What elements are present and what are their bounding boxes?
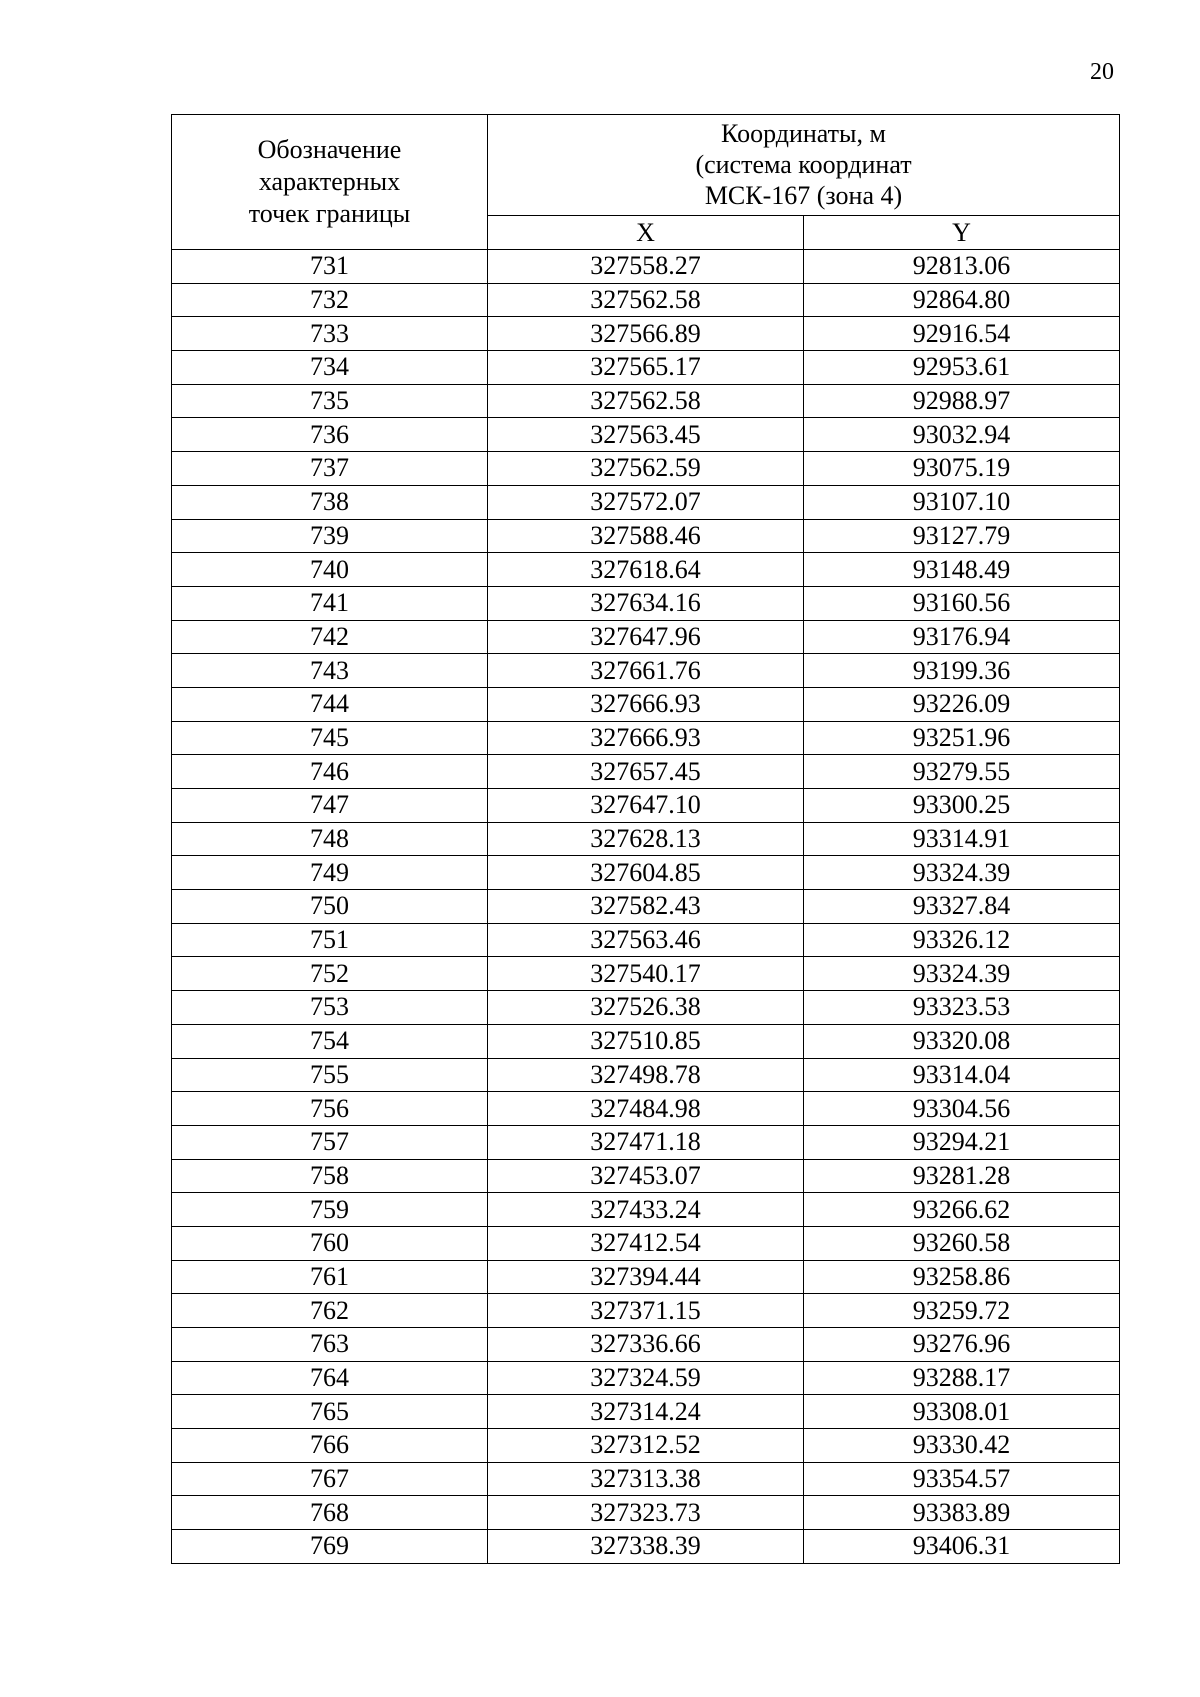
x-cell: 327558.27 bbox=[488, 250, 804, 284]
point-cell: 762 bbox=[172, 1294, 488, 1328]
point-cell: 734 bbox=[172, 351, 488, 385]
point-cell: 737 bbox=[172, 452, 488, 486]
y-cell: 93294.21 bbox=[804, 1125, 1120, 1159]
table-row bbox=[172, 553, 1120, 587]
point-cell: 752 bbox=[172, 957, 488, 991]
table-row bbox=[172, 418, 1120, 452]
x-cell: 327562.58 bbox=[488, 283, 804, 317]
x-cell: 327565.17 bbox=[488, 351, 804, 385]
table-row bbox=[172, 1092, 1120, 1126]
x-cell: 327412.54 bbox=[488, 1226, 804, 1260]
y-cell: 93258.86 bbox=[804, 1260, 1120, 1294]
y-cell: 93260.58 bbox=[804, 1226, 1120, 1260]
point-cell: 754 bbox=[172, 1024, 488, 1058]
point-cell: 751 bbox=[172, 923, 488, 957]
table-row bbox=[172, 250, 1120, 284]
table-row bbox=[172, 789, 1120, 823]
y-cell: 93314.91 bbox=[804, 822, 1120, 856]
point-cell: 738 bbox=[172, 485, 488, 519]
x-cell: 327562.58 bbox=[488, 384, 804, 418]
table-row bbox=[172, 1226, 1120, 1260]
point-cell: 740 bbox=[172, 553, 488, 587]
table-row bbox=[172, 1328, 1120, 1362]
table-row bbox=[172, 1361, 1120, 1395]
y-cell: 93226.09 bbox=[804, 687, 1120, 721]
x-cell: 327471.18 bbox=[488, 1125, 804, 1159]
table-row bbox=[172, 923, 1120, 957]
y-cell: 93308.01 bbox=[804, 1395, 1120, 1429]
x-cell: 327433.24 bbox=[488, 1193, 804, 1227]
y-cell: 93324.39 bbox=[804, 957, 1120, 991]
table-row bbox=[172, 721, 1120, 755]
y-cell: 93327.84 bbox=[804, 890, 1120, 924]
point-cell: 761 bbox=[172, 1260, 488, 1294]
point-cell: 758 bbox=[172, 1159, 488, 1193]
point-cell: 736 bbox=[172, 418, 488, 452]
table-row bbox=[172, 890, 1120, 924]
point-cell: 733 bbox=[172, 317, 488, 351]
header-point-designation: Обозначение характерных точек границы bbox=[172, 115, 488, 250]
y-cell: 92916.54 bbox=[804, 317, 1120, 351]
y-cell: 93406.31 bbox=[804, 1530, 1120, 1564]
page-number: 20 bbox=[1090, 59, 1114, 85]
point-cell: 732 bbox=[172, 283, 488, 317]
x-cell: 327323.73 bbox=[488, 1496, 804, 1530]
y-cell: 93288.17 bbox=[804, 1361, 1120, 1395]
y-cell: 92813.06 bbox=[804, 250, 1120, 284]
table-row bbox=[172, 1530, 1120, 1564]
x-cell: 327394.44 bbox=[488, 1260, 804, 1294]
x-cell: 327572.07 bbox=[488, 485, 804, 519]
y-cell: 93266.62 bbox=[804, 1193, 1120, 1227]
point-cell: 746 bbox=[172, 755, 488, 789]
x-cell: 327647.10 bbox=[488, 789, 804, 823]
x-cell: 327566.89 bbox=[488, 317, 804, 351]
point-cell: 750 bbox=[172, 890, 488, 924]
y-cell: 93148.49 bbox=[804, 553, 1120, 587]
x-cell: 327563.46 bbox=[488, 923, 804, 957]
y-cell: 93304.56 bbox=[804, 1092, 1120, 1126]
y-cell: 93259.72 bbox=[804, 1294, 1120, 1328]
x-cell: 327666.93 bbox=[488, 721, 804, 755]
table-row bbox=[172, 485, 1120, 519]
table-row bbox=[172, 1159, 1120, 1193]
table-row bbox=[172, 519, 1120, 553]
x-cell: 327371.15 bbox=[488, 1294, 804, 1328]
point-cell: 748 bbox=[172, 822, 488, 856]
point-cell: 735 bbox=[172, 384, 488, 418]
table-header bbox=[172, 115, 1120, 250]
x-cell: 327634.16 bbox=[488, 586, 804, 620]
y-cell: 93107.10 bbox=[804, 485, 1120, 519]
table-row bbox=[172, 317, 1120, 351]
x-cell: 327647.96 bbox=[488, 620, 804, 654]
x-cell: 327563.45 bbox=[488, 418, 804, 452]
x-cell: 327562.59 bbox=[488, 452, 804, 486]
y-cell: 93383.89 bbox=[804, 1496, 1120, 1530]
y-cell: 93075.19 bbox=[804, 452, 1120, 486]
table-row bbox=[172, 991, 1120, 1025]
table-row bbox=[172, 755, 1120, 789]
point-cell: 759 bbox=[172, 1193, 488, 1227]
y-cell: 93199.36 bbox=[804, 654, 1120, 688]
table-row bbox=[172, 452, 1120, 486]
table-row bbox=[172, 586, 1120, 620]
point-cell: 756 bbox=[172, 1092, 488, 1126]
point-cell: 766 bbox=[172, 1429, 488, 1463]
y-cell: 93330.42 bbox=[804, 1429, 1120, 1463]
y-cell: 93326.12 bbox=[804, 923, 1120, 957]
y-cell: 93251.96 bbox=[804, 721, 1120, 755]
point-cell: 764 bbox=[172, 1361, 488, 1395]
x-cell: 327312.52 bbox=[488, 1429, 804, 1463]
point-cell: 742 bbox=[172, 620, 488, 654]
x-cell: 327484.98 bbox=[488, 1092, 804, 1126]
point-cell: 755 bbox=[172, 1058, 488, 1092]
table-row bbox=[172, 1193, 1120, 1227]
table-row bbox=[172, 654, 1120, 688]
x-cell: 327313.38 bbox=[488, 1462, 804, 1496]
header-y: Y bbox=[804, 215, 1120, 249]
table-body bbox=[172, 250, 1120, 1564]
x-cell: 327338.39 bbox=[488, 1530, 804, 1564]
x-cell: 327604.85 bbox=[488, 856, 804, 890]
point-cell: 753 bbox=[172, 991, 488, 1025]
table-row bbox=[172, 1496, 1120, 1530]
point-cell: 763 bbox=[172, 1328, 488, 1362]
y-cell: 93300.25 bbox=[804, 789, 1120, 823]
y-cell: 93324.39 bbox=[804, 856, 1120, 890]
x-cell: 327666.93 bbox=[488, 687, 804, 721]
x-cell: 327540.17 bbox=[488, 957, 804, 991]
header-x: X bbox=[488, 215, 804, 249]
point-cell: 768 bbox=[172, 1496, 488, 1530]
table-row bbox=[172, 1260, 1120, 1294]
x-cell: 327314.24 bbox=[488, 1395, 804, 1429]
x-cell: 327453.07 bbox=[488, 1159, 804, 1193]
point-cell: 745 bbox=[172, 721, 488, 755]
x-cell: 327526.38 bbox=[488, 991, 804, 1025]
point-cell: 741 bbox=[172, 586, 488, 620]
y-cell: 93320.08 bbox=[804, 1024, 1120, 1058]
point-cell: 739 bbox=[172, 519, 488, 553]
header-coordinates: Координаты, м (система координат МСК-167 (зона 4) bbox=[488, 115, 1120, 216]
table-row bbox=[172, 1395, 1120, 1429]
x-cell: 327336.66 bbox=[488, 1328, 804, 1362]
y-cell: 92864.80 bbox=[804, 283, 1120, 317]
y-cell: 93276.96 bbox=[804, 1328, 1120, 1362]
table-row bbox=[172, 283, 1120, 317]
x-cell: 327657.45 bbox=[488, 755, 804, 789]
point-cell: 767 bbox=[172, 1462, 488, 1496]
table-row bbox=[172, 1058, 1120, 1092]
x-cell: 327618.64 bbox=[488, 553, 804, 587]
x-cell: 327510.85 bbox=[488, 1024, 804, 1058]
table-row bbox=[172, 687, 1120, 721]
table-row bbox=[172, 384, 1120, 418]
point-cell: 744 bbox=[172, 687, 488, 721]
table-row bbox=[172, 620, 1120, 654]
table-row bbox=[172, 1429, 1120, 1463]
point-cell: 765 bbox=[172, 1395, 488, 1429]
y-cell: 93176.94 bbox=[804, 620, 1120, 654]
table-row bbox=[172, 1294, 1120, 1328]
y-cell: 93279.55 bbox=[804, 755, 1120, 789]
point-cell: 747 bbox=[172, 789, 488, 823]
point-cell: 769 bbox=[172, 1530, 488, 1564]
y-cell: 93281.28 bbox=[804, 1159, 1120, 1193]
x-cell: 327324.59 bbox=[488, 1361, 804, 1395]
x-cell: 327588.46 bbox=[488, 519, 804, 553]
table-row bbox=[172, 957, 1120, 991]
point-cell: 760 bbox=[172, 1226, 488, 1260]
x-cell: 327628.13 bbox=[488, 822, 804, 856]
y-cell: 92953.61 bbox=[804, 351, 1120, 385]
point-cell: 757 bbox=[172, 1125, 488, 1159]
y-cell: 93314.04 bbox=[804, 1058, 1120, 1092]
table-row bbox=[172, 1024, 1120, 1058]
table-row bbox=[172, 1462, 1120, 1496]
y-cell: 92988.97 bbox=[804, 384, 1120, 418]
x-cell: 327582.43 bbox=[488, 890, 804, 924]
x-cell: 327498.78 bbox=[488, 1058, 804, 1092]
table-row bbox=[172, 822, 1120, 856]
table-row bbox=[172, 856, 1120, 890]
y-cell: 93160.56 bbox=[804, 586, 1120, 620]
y-cell: 93354.57 bbox=[804, 1462, 1120, 1496]
table-row bbox=[172, 1125, 1120, 1159]
coordinates-table bbox=[171, 114, 1120, 1564]
point-cell: 743 bbox=[172, 654, 488, 688]
point-cell: 731 bbox=[172, 250, 488, 284]
y-cell: 93323.53 bbox=[804, 991, 1120, 1025]
y-cell: 93127.79 bbox=[804, 519, 1120, 553]
table-row bbox=[172, 351, 1120, 385]
point-cell: 749 bbox=[172, 856, 488, 890]
y-cell: 93032.94 bbox=[804, 418, 1120, 452]
x-cell: 327661.76 bbox=[488, 654, 804, 688]
